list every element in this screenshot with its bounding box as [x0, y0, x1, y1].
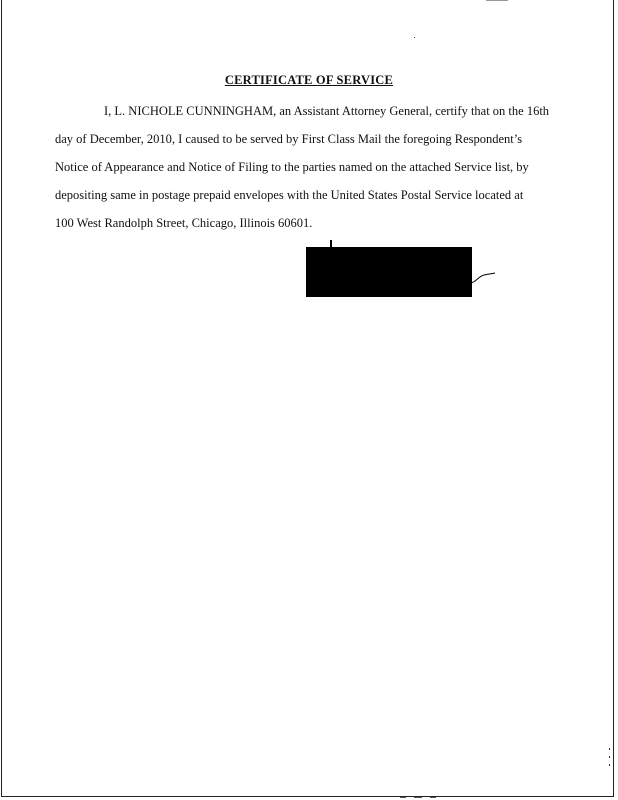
scan-artifact-right — [609, 748, 611, 768]
signature-stroke — [470, 270, 496, 286]
scan-artifact-dot — [414, 37, 415, 38]
document-title: CERTIFICATE OF SERVICE — [224, 73, 394, 87]
paragraph-line: I, L. NICHOLE CUNNINGHAM, an Assistant Attorney General, certify that on the 16th — [104, 104, 550, 118]
certificate-paragraph — [55, 97, 555, 237]
signature-redaction-box — [306, 247, 472, 297]
paragraph-line: day of December, 2010, I caused to be served by First Class Mail the foregoing Respondent’s — [55, 132, 523, 146]
paragraph-line: depositing same in postage prepaid envelopes with the United States Postal Service located at — [55, 188, 524, 202]
paragraph-line: Notice of Appearance and Notice of Filing to the parties named on the attached Service list, by — [55, 160, 529, 174]
scan-artifact-top — [486, 0, 508, 1]
scan-artifact-bottom — [400, 797, 440, 799]
paragraph-line: 100 West Randolph Street, Chicago, Illinois 60601. — [55, 216, 313, 230]
